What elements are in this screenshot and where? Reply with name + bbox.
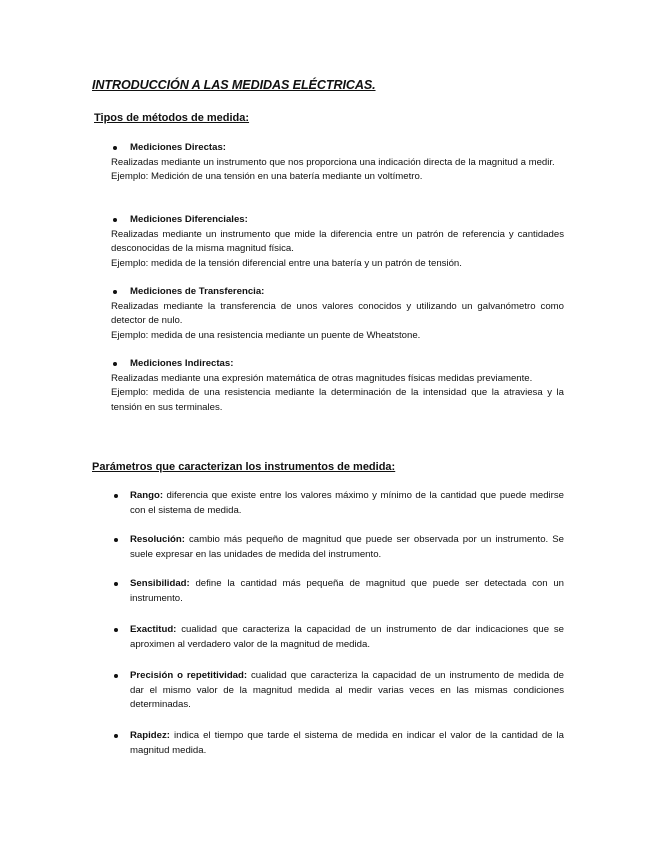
method-example: Ejemplo: medida de una resistencia mediante la determinación de la intensidad que la atraviesa y la tensión en sus terminales. — [111, 387, 564, 413]
parameter-definition: cambio más pequeño de magnitud que puede ser observada por un instrumento. Se suele expresar en las unidades de medida del instrumento. — [130, 534, 564, 560]
methods-section-heading: Tipos de métodos de medida: — [94, 112, 250, 124]
method-example: Ejemplo: medida de la tensión diferencial entre una batería y un patrón de tensión. — [111, 257, 462, 269]
bullet-icon — [114, 538, 118, 542]
parameter-item — [111, 729, 564, 758]
parameter-item — [111, 533, 564, 562]
parameters-section-heading: Parámetros que caracterizan los instrumentos de medida: — [92, 461, 396, 473]
parameter-text — [130, 489, 564, 518]
parameter-definition: diferencia que existe entre los valores máximo y mínimo de la cantidad que puede medirse con el sistema de medida. — [130, 490, 564, 516]
parameter-item — [111, 489, 564, 518]
parameter-item — [111, 669, 564, 713]
parameter-term: Precisión o repetitividad: — [130, 670, 248, 681]
parameter-text — [130, 669, 564, 713]
parameter-item — [111, 623, 564, 652]
parameter-definition: define la cantidad más pequeña de magnitud que puede ser detectada con un instrumento. — [130, 578, 564, 604]
method-title: Mediciones de Transferencia: — [111, 285, 564, 300]
method-title: Mediciones Directas: — [111, 141, 564, 156]
method-description: Realizadas mediante la transferencia de unos valores conocidos y utilizando un galvanómetro como detector de nulo. — [111, 300, 564, 326]
method-description: Realizadas mediante un instrumento que nos proporciona una indicación directa de la magnitud a medir. — [111, 156, 555, 168]
parameter-term: Sensibilidad: — [130, 578, 190, 589]
method-item — [111, 213, 564, 271]
bullet-icon — [114, 674, 118, 678]
parameter-text — [130, 577, 564, 606]
parameter-term: Resolución: — [130, 534, 185, 545]
bullet-icon — [114, 734, 118, 738]
bullet-icon — [114, 494, 118, 498]
bullet-icon — [114, 628, 118, 632]
method-title: Mediciones Diferenciales: — [111, 213, 564, 228]
method-item — [111, 357, 564, 415]
method-description: Realizadas mediante una expresión matemática de otras magnitudes físicas medidas previamente. — [111, 372, 533, 384]
parameter-text — [130, 533, 564, 562]
method-item — [111, 141, 564, 185]
parameter-term: Exactitud: — [130, 624, 177, 635]
parameter-definition: cualidad que caracteriza la capacidad de un instrumento de medida de dar el mismo valor de la magnitud medida al medir varias veces en las mismas condiciones determinadas. — [130, 670, 565, 710]
parameter-text — [130, 623, 564, 652]
parameter-item — [111, 577, 564, 606]
method-description: Realizadas mediante un instrumento que mide la diferencia entre un patrón de referencia y cantidades desconocidas de la misma magnitud física. — [111, 228, 564, 254]
method-title: Mediciones Indirectas: — [111, 357, 564, 372]
document-title: INTRODUCCIÓN A LAS MEDIDAS ELÉCTRICAS. — [92, 78, 376, 92]
bullet-icon — [114, 582, 118, 586]
parameter-term: Rango: — [130, 490, 164, 501]
parameter-text — [130, 729, 564, 758]
method-example: Ejemplo: medida de una resistencia mediante un puente de Wheatstone. — [111, 329, 421, 341]
method-item — [111, 285, 564, 343]
parameter-term: Rapidez: — [130, 730, 170, 741]
parameter-definition: indica el tiempo que tarde el sistema de medida en indicar el valor de la cantidad de la magnitud medida. — [130, 730, 564, 756]
parameter-definition: cualidad que caracteriza la capacidad de un instrumento de dar indicaciones que se aproximen al verdadero valor de la magnitud de medida. — [130, 624, 564, 650]
method-example: Ejemplo: Medición de una tensión en una batería mediante un voltímetro. — [111, 171, 423, 182]
